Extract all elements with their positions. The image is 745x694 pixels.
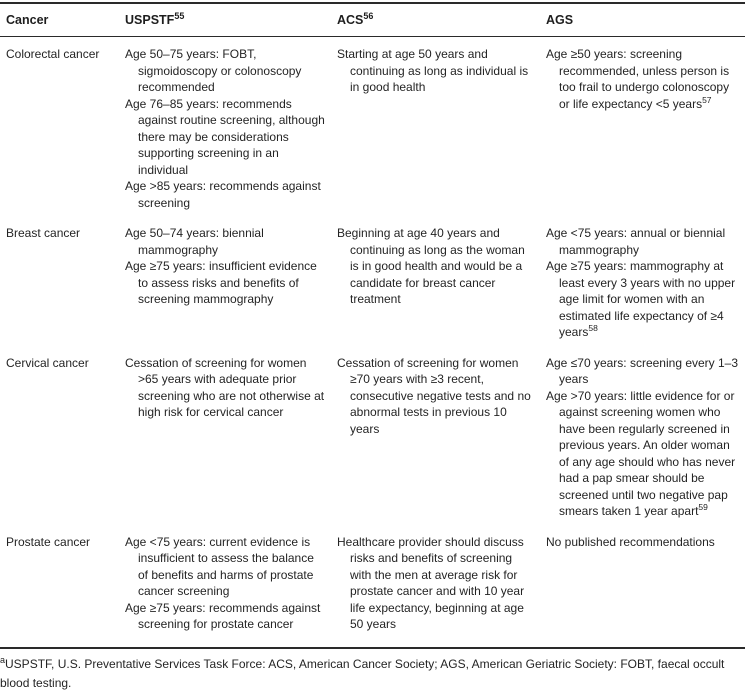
table-row xyxy=(0,534,745,648)
table-row xyxy=(0,355,745,534)
reference-superscript: 59 xyxy=(698,502,708,512)
acs-recommendation-cell xyxy=(337,534,546,648)
recommendation-item: Age ≥75 years: mammography at least every 3 years with no upper age limit for women with an estimated life expectancy of ≥4 years$^{58}$ xyxy=(546,259,736,339)
ags-recommendation-cell xyxy=(546,37,745,226)
acs-recommendation-cell xyxy=(337,355,546,534)
screening-recommendations-table xyxy=(0,2,745,649)
recommendation-item: Cessation of screening for women >65 years with adequate prior screening who are not otherwise at high risk for cervical cancer xyxy=(125,355,325,419)
column-header-acs xyxy=(337,3,546,37)
uspstf-recommendation-cell xyxy=(125,37,337,226)
recommendation-item: Age 50–75 years: FOBT, sigmoidoscopy or colonoscopy recommended xyxy=(125,47,302,94)
uspstf-recommendation-cell xyxy=(125,534,337,648)
recommendation-item: Age 76–85 years: recommends against routine screening, although there may be considerations supporting screening in an individual xyxy=(125,96,325,177)
table-footnote xyxy=(0,655,745,694)
table-body xyxy=(0,37,745,648)
header-row xyxy=(0,3,745,37)
recommendation-item: Healthcare provider should discuss risks and benefits of screening with the men at average risk for prostate cancer and with 10 year life expectancy, beginning at age 50 years xyxy=(337,534,525,631)
table-row xyxy=(0,37,745,226)
recommendation-item: Age 50–74 years: biennial mammography xyxy=(125,226,264,257)
column-header-label: ACS xyxy=(337,13,364,27)
uspstf-recommendation-cell xyxy=(125,225,337,355)
recommendation-item: Age ≥75 years: insufficient evidence to assess risks and benefits of screening mammography xyxy=(125,259,317,306)
ags-recommendation-cell xyxy=(546,534,745,648)
acs-recommendation-cell xyxy=(337,225,546,355)
recommendation-item: Beginning at age 40 years and continuing as long as the woman is in good health and would be a candidate for breast cancer treatment xyxy=(337,226,525,306)
footnote-text: USPSTF, U.S. Preventative Services Task Force: ACS, American Cancer Society; AGS, American Geriatric Society: FOBT, faecal occult blood testing. xyxy=(0,656,725,690)
column-header-ags xyxy=(546,3,745,37)
ags-recommendation-cell xyxy=(546,355,745,534)
cancer-name-cell: Cervical cancer xyxy=(6,355,89,370)
column-header-cancer xyxy=(0,3,125,37)
recommendation-item: Age >70 years: little evidence for or against screening women who have been regularly screened in previous years. An older woman of any age should who has never had a pap smear should be screened until two negative pap smears taken 1 year apart$^{59}$ xyxy=(546,388,736,518)
column-header-uspstf xyxy=(125,3,337,37)
recommendation-item: Age ≥75 years: recommends against screening for prostate cancer xyxy=(125,600,321,631)
recommendation-item: No published recommendations xyxy=(546,534,715,549)
recommendation-item: Age <75 years: current evidence is insufficient to assess the balance of benefits and harms of prostate cancer screening xyxy=(125,534,314,598)
uspstf-recommendation-cell xyxy=(125,355,337,534)
reference-superscript: 55 xyxy=(174,10,185,21)
recommendation-item: Age ≥50 years: screening recommended, unless person is too frail to undergo colonoscopy or life expectancy <5 years$^{57}$ xyxy=(546,47,730,111)
footnote-marker: a xyxy=(0,654,6,665)
ags-recommendation-cell xyxy=(546,225,745,355)
reference-superscript: 58 xyxy=(588,323,598,333)
reference-superscript: 57 xyxy=(702,94,712,105)
cancer-name-cell: Prostate cancer xyxy=(6,534,91,549)
cancer-name-cell: Breast cancer xyxy=(6,226,81,240)
column-header-label: Cancer xyxy=(6,13,49,27)
recommendation-item: Age ≤70 years: screening every 1–3 years xyxy=(546,355,739,386)
table-row xyxy=(0,225,745,355)
recommendation-item: Age >85 years: recommends against screening xyxy=(125,179,321,210)
recommendation-item: Age <75 years: annual or biennial mammography xyxy=(546,226,726,257)
cancer-name-cell: Colorectal cancer xyxy=(6,47,100,61)
column-header-label: USPSTF xyxy=(125,13,175,27)
recommendation-item: Cessation of screening for women ≥70 years with ≥3 recent, consecutive negative tests and no abnormal tests in previous 10 years xyxy=(337,355,531,436)
acs-recommendation-cell xyxy=(337,37,546,226)
recommendation-item: Starting at age 50 years and continuing as long as individual is in good health xyxy=(337,47,529,94)
reference-superscript: 56 xyxy=(363,10,374,21)
column-header-label: AGS xyxy=(546,13,574,27)
